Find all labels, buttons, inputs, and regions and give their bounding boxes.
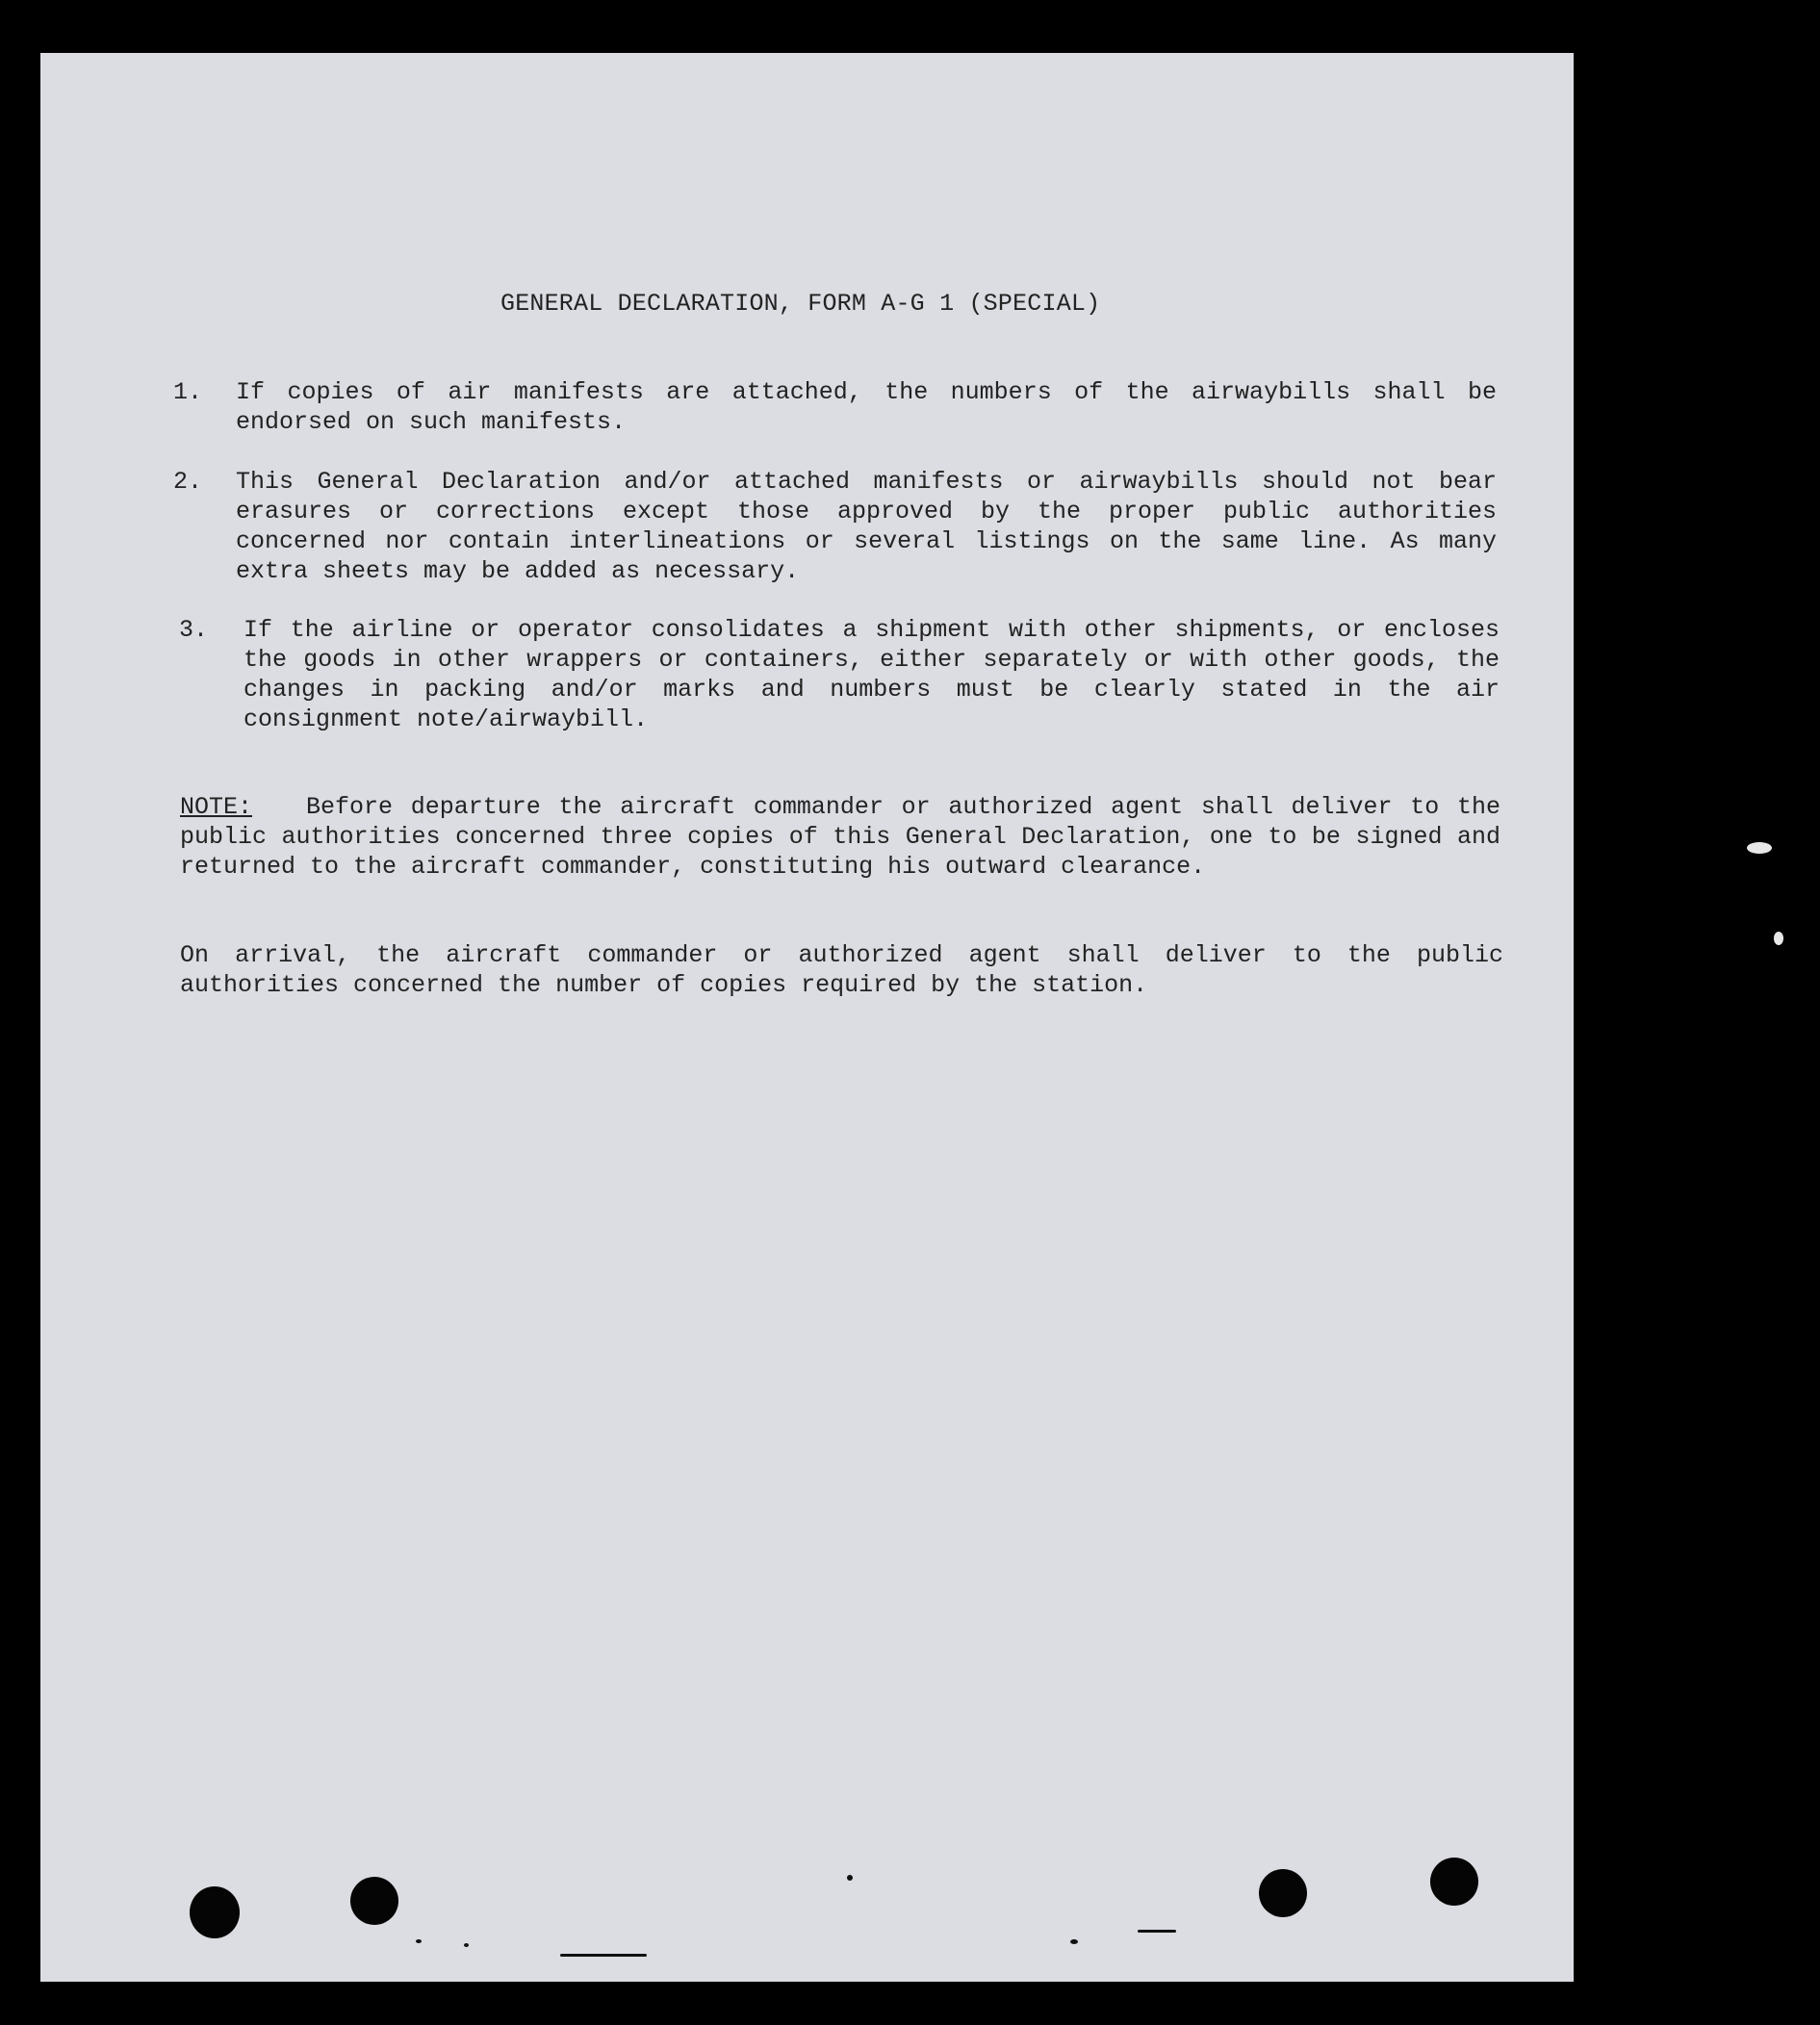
document-page bbox=[40, 53, 1574, 1982]
note-paragraph bbox=[180, 792, 1500, 882]
item-text: If the airline or operator consolidates a shipment with other shipments, or encloses the goods in other wrappers or containers, either separately or with other goods, the changes in packing and/or marks and numbers must be clearly stated in the air consignment note/airwaybill. bbox=[244, 616, 1500, 733]
ink-speck bbox=[847, 1875, 853, 1881]
ink-speck bbox=[464, 1943, 469, 1947]
arrival-paragraph: On arrival, the aircraft commander or authorized agent shall deliver to the public authorities concerned the number of copies required by the station. bbox=[180, 941, 1503, 999]
ink-speck bbox=[1138, 1930, 1176, 1933]
item-text: This General Declaration and/or attached manifests or airwaybills should not bear erasures or corrections except those approved by the proper public authorities concerned nor contain interlineations or several listings on the same line. As many extra sheets may be added as necessary. bbox=[236, 468, 1497, 585]
ink-speck bbox=[416, 1939, 422, 1943]
document-title: GENERAL DECLARATION, FORM A-G 1 (SPECIAL) bbox=[500, 290, 1101, 318]
note-label: NOTE: bbox=[180, 793, 253, 821]
punch-hole bbox=[1259, 1869, 1307, 1917]
punch-hole bbox=[1430, 1858, 1478, 1906]
edge-artifact bbox=[1774, 932, 1783, 945]
ink-speck bbox=[560, 1954, 647, 1957]
item-number: 2. bbox=[173, 468, 203, 496]
punch-hole bbox=[190, 1886, 240, 1938]
edge-artifact bbox=[1747, 842, 1772, 854]
punch-hole bbox=[350, 1877, 398, 1925]
note-text: Before departure the aircraft commander or authorized agent shall deliver to the public authorities concerned three copies of this General Declaration, one to be signed and returned to the aircraft commander, constituting his outward clearance. bbox=[180, 793, 1500, 881]
item-number: 3. bbox=[179, 616, 209, 644]
ink-speck bbox=[1070, 1939, 1078, 1944]
item-number: 1. bbox=[173, 378, 203, 406]
item-text: If copies of air manifests are attached, the numbers of the airwaybills shall be endorsed on such manifests. bbox=[236, 378, 1497, 436]
